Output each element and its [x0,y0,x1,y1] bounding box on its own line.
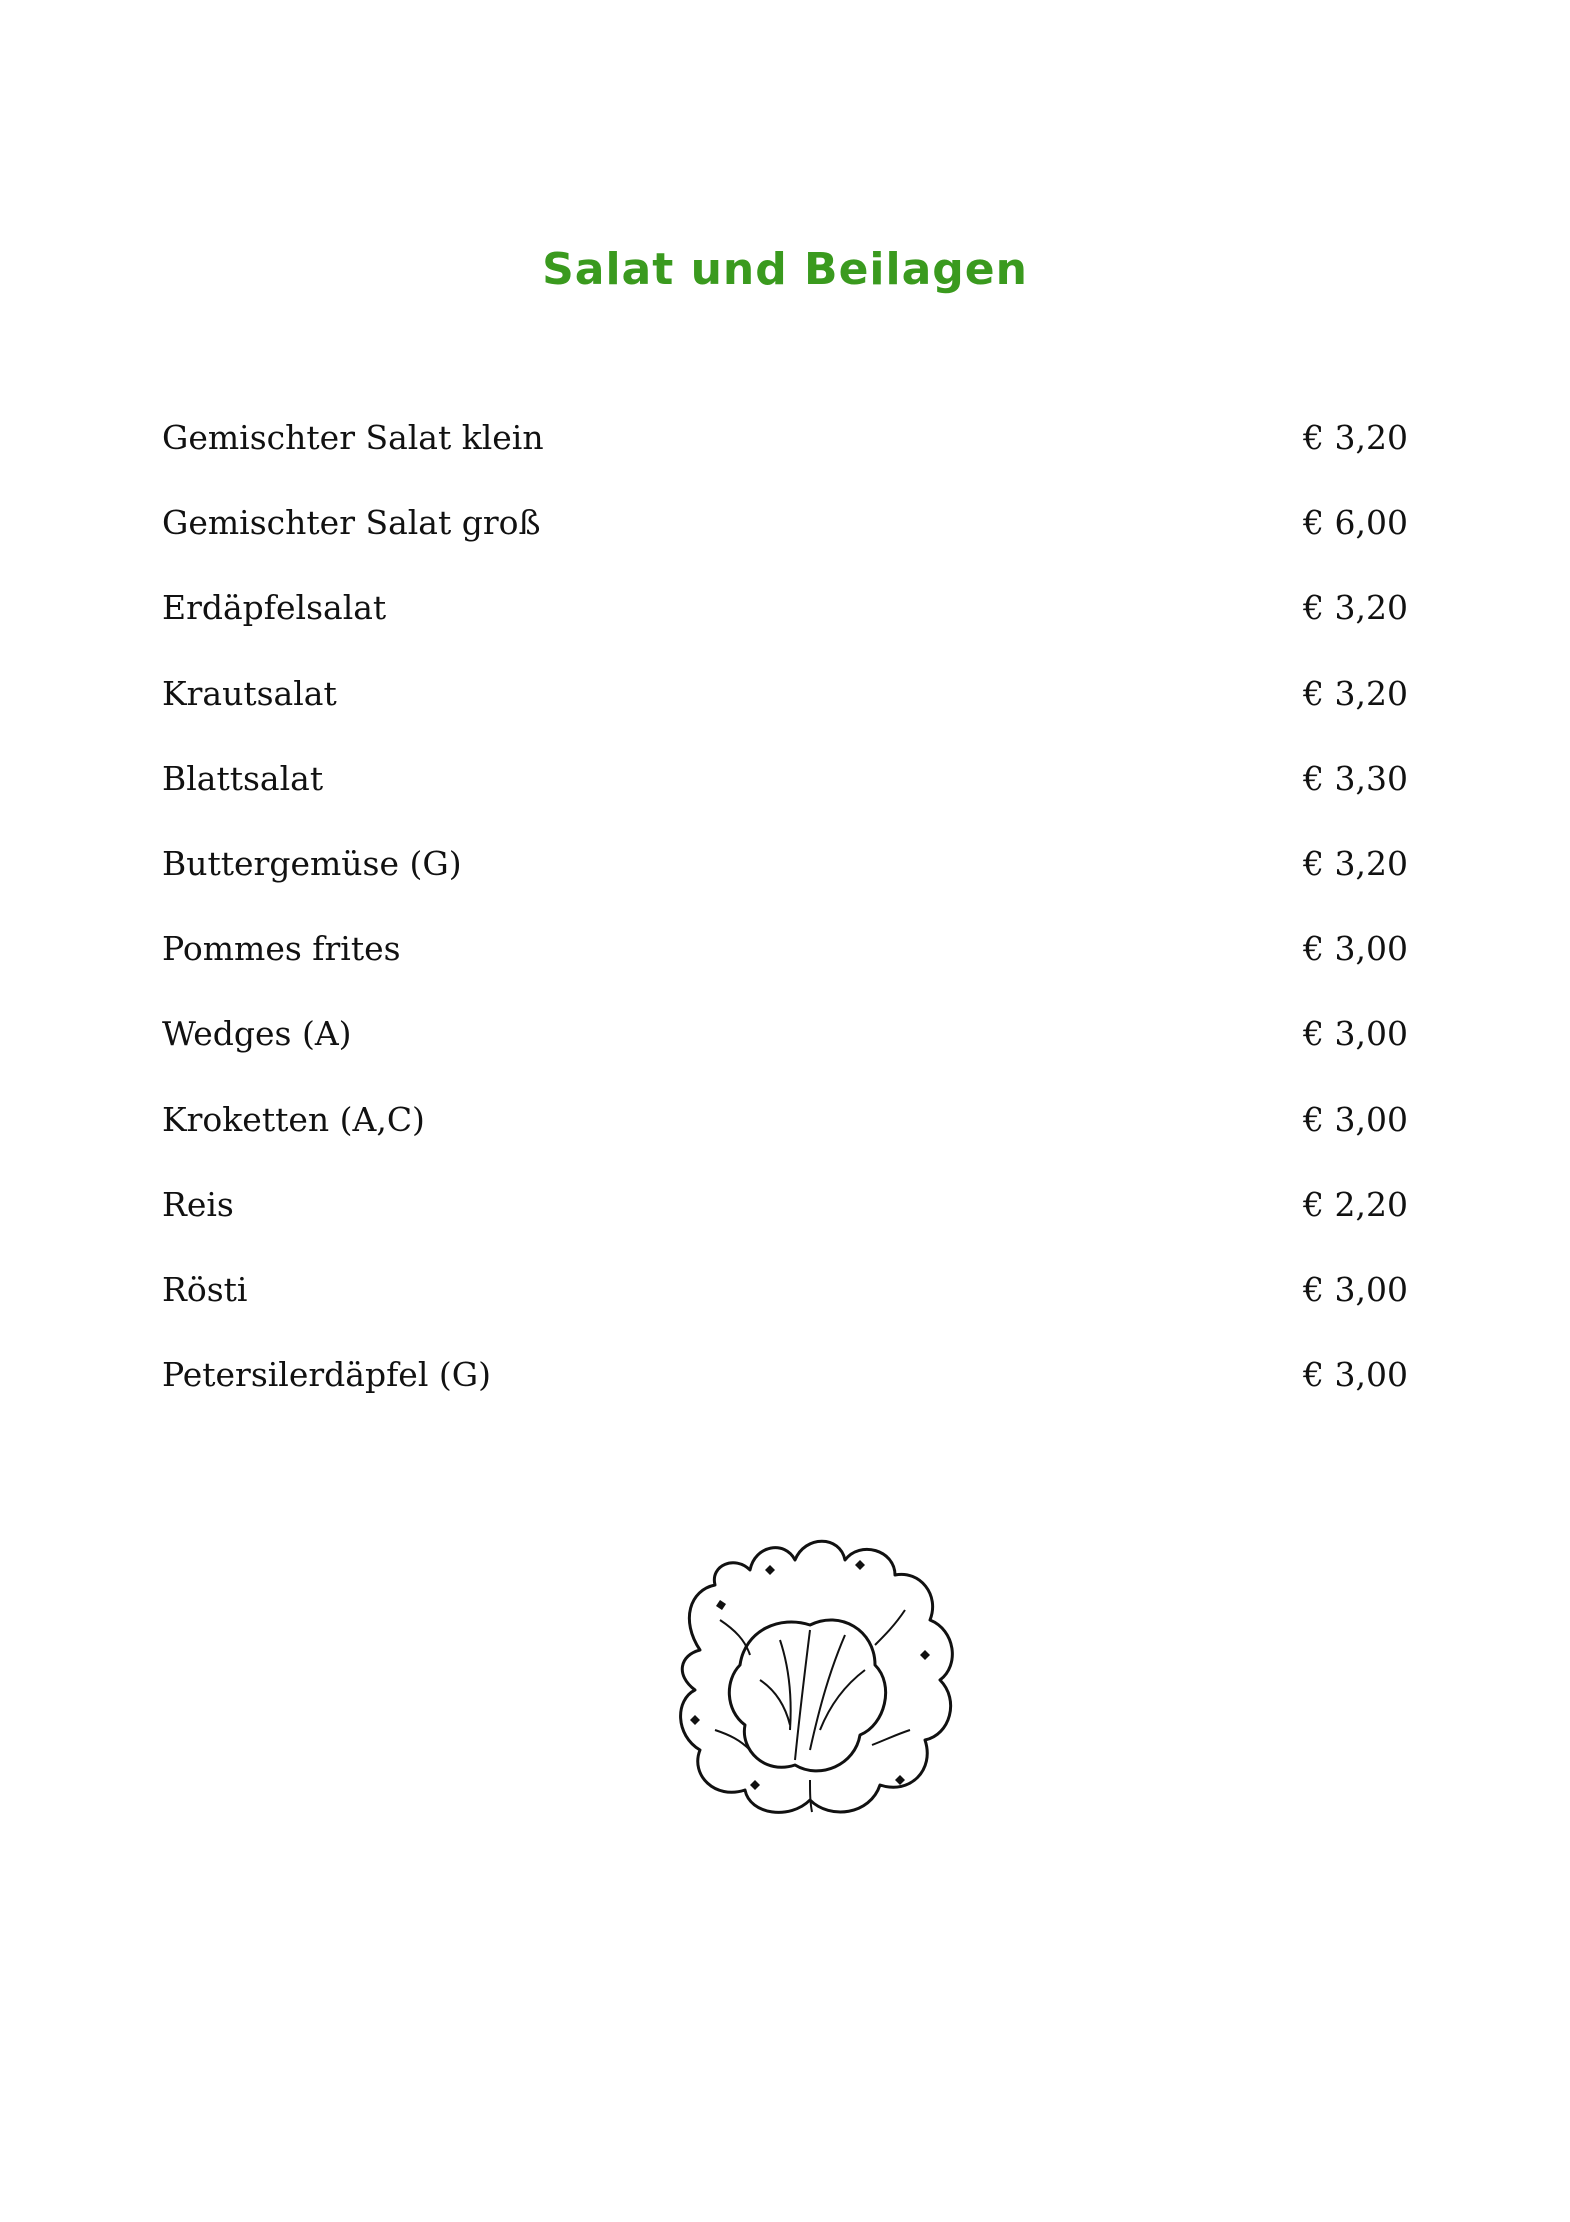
menu-row [162,919,1408,1004]
menu-item-price: € 3,20 [1303,673,1408,713]
menu-row [162,1090,1408,1175]
menu-item-name: Pommes frites [162,929,401,969]
menu-row [162,834,1408,919]
lettuce-illustration [660,1530,970,1830]
menu-item-name: Kroketten (A,C) [162,1099,425,1139]
menu-item-name: Rösti [162,1269,248,1309]
menu-item-price: € 3,20 [1303,418,1408,457]
menu-item-price: € 6,00 [1303,503,1408,543]
menu-item-price: € 3,30 [1303,758,1408,798]
menu-item-price: € 3,20 [1303,843,1408,883]
menu-item-name: Erdäpfelsalat [162,588,387,628]
page-title: Salat und Beilagen [542,244,1028,295]
menu-item-name: Krautsalat [162,673,337,713]
menu-item-name: Wedges (A) [162,1014,352,1054]
menu-item-name: Buttergemüse (G) [162,843,462,883]
menu-item-name: Petersilerdäpfel (G) [162,1355,491,1395]
menu-row [162,1345,1408,1430]
menu-row [162,664,1408,749]
menu-item-name: Blattsalat [162,758,324,798]
menu-item-name: Gemischter Salat groß [162,503,541,543]
menu-item-name: Reis [162,1184,234,1224]
menu-item-name: Gemischter Salat klein [162,418,544,457]
menu-list [162,408,1408,1430]
menu-item-price: € 3,20 [1303,588,1408,628]
menu-row [162,408,1408,493]
menu-item-price: € 3,00 [1303,1014,1408,1054]
menu-row [162,749,1408,834]
menu-row [162,1004,1408,1089]
menu-item-price: € 3,00 [1303,1269,1408,1309]
menu-row [162,1175,1408,1260]
menu-row [162,493,1408,578]
menu-row [162,1260,1408,1345]
menu-item-price: € 3,00 [1303,929,1408,969]
menu-item-price: € 2,20 [1303,1184,1408,1224]
menu-item-price: € 3,00 [1303,1355,1408,1395]
menu-row [162,578,1408,663]
menu-item-price: € 3,00 [1303,1099,1408,1139]
